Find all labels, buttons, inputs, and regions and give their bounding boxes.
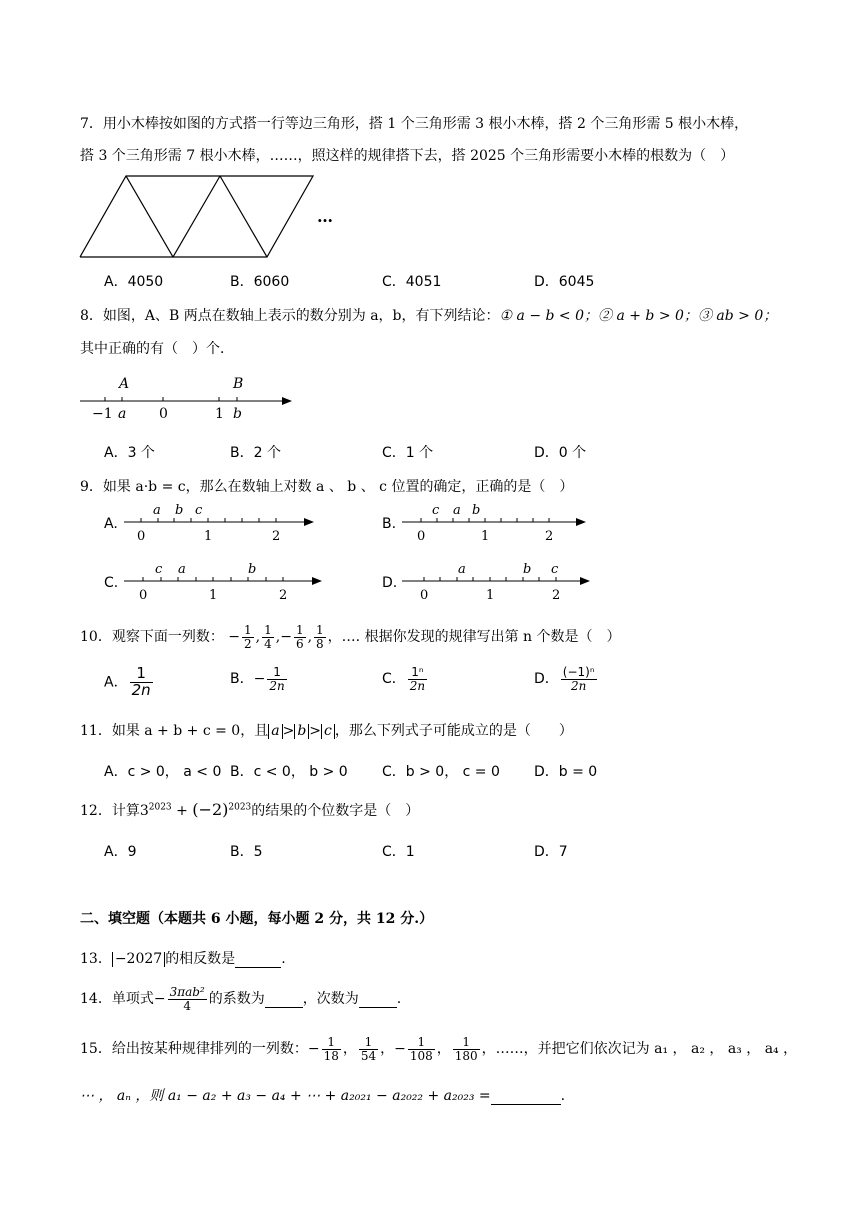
tick-b: b: [233, 406, 242, 422]
q10-stem: 10．观察下面一列数： − $\frac{1}{2}$ , $\frac{1}{4}$ ,− $\frac{1}{6}$ , $\frac{1}{8}$ ，…. 根据你发现的规律写出第 n 个数是（ ）: [80, 623, 621, 651]
q9-option-d-label[interactable]: D.: [382, 575, 398, 591]
triangle-edge-3: [220, 176, 267, 257]
q12-option-c[interactable]: C．1: [382, 844, 415, 860]
q9-option-d-number-line[interactable]: [400, 558, 600, 604]
svg-text:b: b: [248, 562, 257, 577]
q10-term-2: $\frac{1}{4}$: [264, 623, 272, 651]
svg-text:a: a: [453, 503, 461, 518]
q14-coefficient-blank[interactable]: [265, 991, 303, 1008]
triangle-edge-1: [126, 176, 173, 257]
q10-option-d[interactable]: D． $\frac{\text{(−1)ⁿ}}{2n}$: [534, 665, 595, 693]
svg-text:2: 2: [272, 529, 281, 544]
q11-option-a[interactable]: A．c > 0， a < 0: [104, 764, 222, 780]
q10-option-a[interactable]: A． $\frac{1}{2n}$: [104, 664, 151, 699]
q13-stem: 13． −2027 的相反数是 .: [80, 951, 286, 967]
svg-text:0: 0: [420, 588, 429, 603]
q9-option-a-number-line[interactable]: [122, 500, 322, 546]
q15-stem-line2: ⋯ ， aₙ ，则 a₁ − a₂ + a₃ − a₄ + ⋯ + a₂₀₂₁ − a₂₀₂₂ + a₂₀₂₃ = .: [80, 1088, 566, 1104]
q15-answer-blank[interactable]: [491, 1088, 561, 1105]
svg-text:a: a: [458, 562, 466, 577]
q7-stem-line1: 7．用小木棒按如图的方式搭一行等边三角形，搭 1 个三角形需 3 根小木棒，搭 2 个三角形需 5 根小木棒，: [80, 116, 749, 132]
triangles-figure: [78, 174, 338, 260]
q7-option-b[interactable]: B．6060: [230, 274, 290, 290]
q11-option-d[interactable]: D．b = 0: [534, 764, 598, 780]
q9-stem: 9．如果 a·b = c，那么在数轴上对数 a 、 b 、 c 位置的确定，正确的是（ ）: [80, 479, 574, 495]
svg-text:c: c: [551, 562, 559, 577]
q7-option-d[interactable]: D．6045: [534, 274, 595, 290]
q10-term-3: $\frac{1}{6}$: [295, 623, 304, 651]
svg-text:c: c: [155, 562, 163, 577]
q8-prefix: 8．如图，A、B 两点在数轴上表示的数分别为 a，b，有下列结论：: [80, 308, 500, 324]
q9-option-c-number-line[interactable]: [122, 558, 332, 604]
q12-option-d[interactable]: D．7: [534, 844, 568, 860]
q7-option-a[interactable]: A．4050: [104, 274, 164, 290]
section-2-title: 二、填空题（本题共 6 小题，每小题 2 分，共 12 分.）: [80, 911, 434, 927]
svg-text:c: c: [195, 503, 203, 518]
q10-term-4: $\frac{1}{8}$: [316, 623, 324, 651]
svg-text:2: 2: [279, 588, 288, 603]
q10-option-c[interactable]: C． $\frac{\text{1ⁿ}}{2n}$: [382, 665, 426, 693]
svg-text:1: 1: [209, 588, 218, 603]
svg-text:2: 2: [545, 529, 554, 544]
svg-text:a: a: [153, 503, 161, 518]
svg-text:0: 0: [139, 588, 148, 603]
q12-option-b[interactable]: B．5: [230, 844, 263, 860]
svg-text:2: 2: [552, 588, 561, 603]
tick-one: 1: [215, 406, 224, 422]
svg-text:a: a: [178, 562, 186, 577]
svg-text:b: b: [472, 503, 481, 518]
q8-option-c[interactable]: C．1 个: [382, 445, 434, 461]
q10-prefix: 10．观察下面一列数：: [80, 629, 224, 646]
q7-option-c[interactable]: C．4051: [382, 274, 442, 290]
tick-zero: 0: [159, 406, 168, 422]
q12-option-a[interactable]: A．9: [104, 844, 137, 860]
q8-conclusion-3: ③ ab > 0；: [697, 308, 778, 324]
q12-stem: 12．计算$3^{2023} + (-2)^{2023}$的结果的个位数字是（ ）: [80, 800, 420, 819]
svg-text:1: 1: [204, 529, 213, 544]
point-b-label: B: [233, 376, 244, 392]
q10-suffix: ，…. 根据你发现的规律写出第 n 个数是（ ）: [327, 629, 621, 646]
q11-stem: 11．如果 a + b + c = 0，且 a > b > c ，那么下列式子可能成立的是（ ）: [80, 723, 573, 739]
q9-option-b-label[interactable]: B.: [382, 516, 397, 532]
q15-stem-line1: 15．给出按某种规律排列的一列数：− $\frac{1}{18}$ ， $\frac{1}{54}$ ，− $\frac{1}{108}$ ， $\frac{1}{180}$ ，……，并把它们依次记为 a₁ ， a₂ ， a₃ ， a₄ ，: [80, 1035, 798, 1063]
q14-stem: 14．单项式− $\frac{\text{3πab²}}{4}$ 的系数为 ，次数为 .: [80, 985, 402, 1013]
point-a-label: A: [119, 376, 130, 392]
q8-stem-line2: 其中正确的有（ ）个．: [80, 341, 234, 357]
q14-degree-blank[interactable]: [359, 991, 397, 1008]
q8-conclusion-1: ① a − b < 0；: [499, 308, 598, 324]
q9-option-a-label[interactable]: A.: [104, 516, 118, 532]
q11-option-b[interactable]: B．c < 0， b > 0: [230, 764, 348, 780]
q10-term-1: $\frac{1}{2}$: [244, 623, 252, 651]
svg-text:0: 0: [137, 529, 146, 544]
q10-option-b[interactable]: B．− $\frac{1}{2n}$: [230, 665, 285, 693]
q9-option-c-label[interactable]: C.: [104, 575, 119, 591]
q8-number-line: [78, 373, 298, 423]
svg-text:b: b: [175, 503, 184, 518]
svg-text:1: 1: [486, 588, 495, 603]
q8-stem-line1: [80, 305, 777, 325]
svg-text:b: b: [523, 562, 532, 577]
figure-ellipsis: …: [317, 207, 333, 226]
q8-option-a[interactable]: A．3 个: [104, 445, 155, 461]
svg-text:c: c: [432, 503, 440, 518]
q8-conclusion-2: ② a + b > 0；: [598, 308, 698, 324]
svg-text:0: 0: [417, 529, 426, 544]
q8-axis-arrow: [282, 397, 292, 405]
tick-a: a: [118, 406, 127, 422]
q13-answer-blank[interactable]: [235, 951, 281, 968]
q8-option-d[interactable]: D．0 个: [534, 445, 587, 461]
q8-option-b[interactable]: B．2 个: [230, 445, 281, 461]
q11-option-c[interactable]: C．b > 0， c = 0: [382, 764, 500, 780]
q7-stem-line2: 搭 3 个三角形需 7 根小木棒，……，照这样的规律搭下去，搭 2025 个三角形需要小木棒的根数为（ ）: [80, 148, 735, 164]
svg-text:1: 1: [481, 529, 490, 544]
tick-minus-one: −1: [92, 406, 113, 422]
q9-option-b-number-line[interactable]: [400, 500, 600, 546]
triangle-edge-2: [173, 176, 220, 257]
